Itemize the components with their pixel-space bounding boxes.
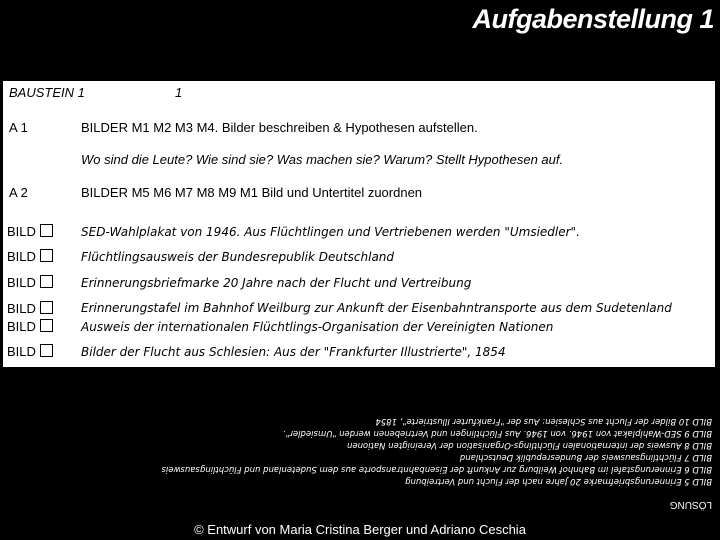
answer-checkbox[interactable]: [40, 275, 53, 288]
answer-checkbox[interactable]: [40, 344, 53, 357]
bild-label: BILD: [7, 224, 36, 239]
bild-label: BILD: [7, 344, 36, 359]
bild-label: BILD: [7, 319, 36, 334]
solution-line: BILD 10 Bilder der Flucht aus Schlesien: Aus der "Frankfurter Illustrierte", 1854: [375, 416, 712, 426]
bild-label: BILD: [7, 301, 36, 316]
bild-caption: Erinnerungsbriefmarke 20 Jahre nach der Flucht und Vertreibung: [81, 276, 472, 290]
solution-line: BILD 6 Erinnerungstafel im Bahnhof Weilburg zur Ankunft der Eisenbahntransporte aus dem Sudetenland und Flüchtlingsausweis: [161, 464, 712, 474]
bild-caption: Bilder der Flucht aus Schlesien: Aus der "Frankfurter Illustrierte", 1854: [81, 345, 506, 359]
task-a1-text: BILDER M1 M2 M3 M4. Bilder beschreiben & Hypothesen aufstellen.: [81, 120, 478, 135]
bild-caption: Flüchtlingsausweis der Bundesrepublik Deutschland: [81, 250, 395, 264]
answer-checkbox[interactable]: [40, 301, 53, 314]
bild-label: BILD: [7, 249, 36, 264]
solution-heading: LÖSUNG: [669, 499, 712, 510]
solution-line: BILD 5 Erinnerungsbriefmarke 20 Jahre nach der Flucht und Vertreibung: [405, 476, 712, 486]
solution-line: BILD 7 Flüchtlingsausweis der Bundesrepublik Deutschland: [459, 452, 712, 462]
answer-checkbox[interactable]: [40, 319, 53, 332]
answer-checkbox[interactable]: [40, 224, 53, 237]
baustein-label: BAUSTEIN 1: [9, 85, 85, 100]
copyright-footer: © Entwurf von Maria Cristina Berger und Adriano Ceschia: [194, 522, 526, 537]
baustein-number: 1: [175, 85, 183, 100]
bild-caption: Erinnerungstafel im Bahnhof Weilburg zur Ankunft der Eisenbahntransporte aus dem Sudetenland: [81, 301, 672, 315]
solution-line: BILD 8 Ausweis der internationalen Flüchtlings-Organisation der Vereinigten Nationen: [346, 440, 712, 450]
task-a2-label: A 2: [9, 185, 28, 200]
bild-label: BILD: [7, 275, 36, 290]
task-a1-label: A 1: [9, 120, 28, 135]
answer-checkbox[interactable]: [40, 249, 53, 262]
bild-caption: Ausweis der internationalen Flüchtlings-Organisation der Vereinigten Nationen: [81, 320, 554, 334]
task-panel: [2, 80, 716, 368]
upside-down-solution: [0, 372, 720, 512]
page-title: Aufgabenstellung 1: [472, 4, 714, 34]
bild-caption: SED-Wahlplakat von 1946. Aus Flüchtlingen und Vertriebenen werden "Umsiedler".: [81, 225, 580, 239]
task-a2-text: BILDER M5 M6 M7 M8 M9 M1 Bild und Untertitel zuordnen: [81, 185, 423, 200]
solution-line: BILD 9 SED-Wahlplakat von 1946. von 1946. Aus Flüchtlingen und Vertriebenen werden "Umsiedler".: [282, 428, 712, 438]
task-a1-question: Wo sind die Leute? Wie sind sie? Was machen sie? Warum? Stellt Hypothesen auf.: [81, 152, 564, 167]
